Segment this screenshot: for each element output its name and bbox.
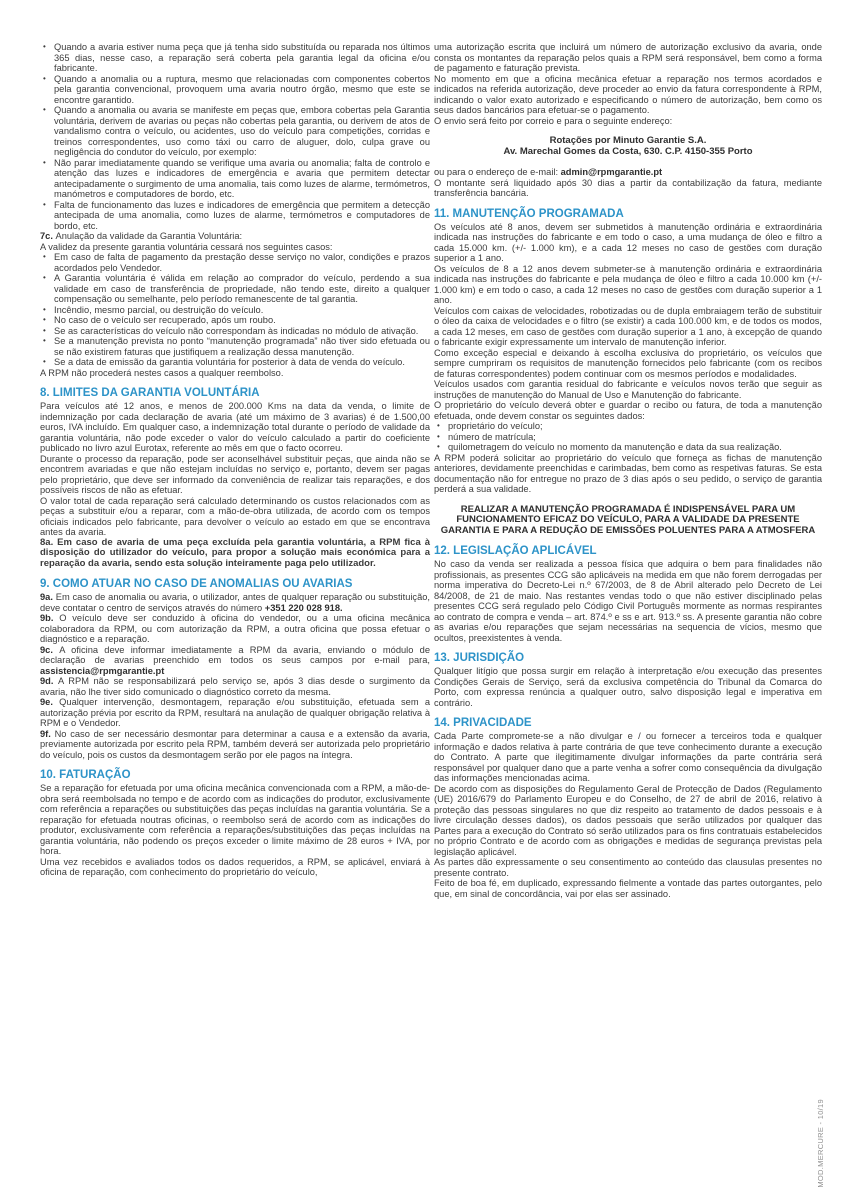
bullet-item — [40, 357, 430, 368]
text-run: Falta de funcionamento das luzes e indicadores de emergência que permitem a detecção antecipada de uma anomalia, como luzes de alarme, termómetros e computadores de bordo, etc. — [54, 199, 430, 231]
right-column — [434, 42, 822, 899]
bullet-item — [40, 42, 430, 74]
text-run: REALIZAR A MANUTENÇÃO PROGRAMADA É INDISPENSÁVEL PARA UM FUNCIONAMENTO EFICAZ DO VEÍCULO, PARA A VALIDADE DA PRESENTE GARANTIA E PARA A REDUÇÃO DE EMISSÕES POLUENTES PARA A ATMOSFERA — [440, 503, 816, 536]
text-run: A validez da presente garantia voluntária cessará nos seguintes casos: — [40, 241, 333, 252]
centered-notice — [434, 505, 822, 537]
paragraph — [434, 400, 822, 421]
text-run: Qualquer intervenção, desmontagem, reparação e/ou substituição, efetuada sem a autorização prévia por escrito da RPM, resultará na anulação de qualquer obrigação relativa à RPM e o Vendedor. — [40, 697, 430, 728]
text-run: No momento em que a oficina mecânica efetuar a reparação nos termos acordados e indicados na referida autorização, deve proceder ao envio da fatura correspondente à RPM, indicando o valor exato autorizado e especificando o número de autorização, bem como os seus dados bancários para efetuar-se o pagamento. — [434, 73, 822, 115]
paragraph — [40, 729, 430, 761]
text-run: proprietário do veículo; — [448, 421, 543, 431]
bullet-item — [40, 273, 430, 305]
text-run: Quando a avaria estiver numa peça que já tenha sido substituída ou reparada nos últimos 365 dias, nesse caso, a reparação será coberta pela garantia legal da oficina e/ou fabricante. — [54, 42, 430, 73]
text-run: número de matrícula; — [448, 431, 536, 442]
paragraph — [434, 306, 822, 348]
paragraph — [40, 368, 430, 379]
text-run: Incêndio, mesmo parcial, ou destruição do veículo. — [54, 304, 264, 315]
text-run: Veículos usados com garantia residual do fabricante e veículos novos terão que seguir as instruções de manutenção do Manual de Uso e Manutenção do fabricante. — [434, 379, 822, 400]
paragraph — [40, 645, 430, 677]
paragraph — [434, 857, 822, 878]
text-run: Se a reparação for efetuada por uma oficina mecânica convencionada com a RPM, a mão-de-obra será reembolsada no tempo e de acordo com as indicações do produtor, exclusivamente com referência a reparações ou substituições das peças incluídas na garantia voluntária. Se a reparação for efetuada noutras oficinas, o reembolso será de acordo com as indicações do produtor, exclusivamente com referência a reparações/substituições das peças incluídas na garantia voluntária, não podendo os preços exceder o limite máximo de 28 euros + IVA, por hora. — [40, 783, 430, 856]
section-heading — [40, 578, 430, 591]
paragraph — [40, 592, 430, 613]
text-run: 11. MANUTENÇÃO PROGRAMADA — [434, 207, 624, 220]
paragraph — [434, 222, 822, 264]
text-run: O valor total de cada reparação será calculado determinando os custos relacionados com as peças a substituir e/ou a reparar, com a mão-de-obra utilizada, de acordo com os tempos oficiais indicados pelo fabricante, para devolver o veículo ao estado em que se encontrava antes da avaria. — [40, 495, 430, 537]
paragraph — [434, 559, 822, 643]
text-run: Em caso de falta de pagamento da prestação desse serviço no valor, condições e prazos acordados pelo Vendedor. — [54, 252, 430, 273]
section-heading — [40, 387, 430, 400]
bullet-item — [40, 315, 430, 326]
paragraph — [434, 348, 822, 380]
text-run: quilometragem do veículo no momento da manutenção e data da sua realização. — [448, 442, 782, 452]
paragraph — [434, 116, 822, 127]
text-run: uma autorização escrita que incluirá um número de autorização exclusivo da avaria, onde consta os montantes da reparação pelos quais a RPM será responsável, bem como a forma de pagamento e faturação prevista. — [434, 42, 822, 73]
bullet-item — [434, 421, 822, 432]
text-run: As partes dão expressamente o seu consentimento ao conteúdo das clausulas presentes no presente contrato. — [434, 857, 822, 878]
left-column — [40, 42, 430, 878]
section-heading — [40, 769, 430, 782]
text-run: No caso da venda ser realizada a pessoa física que adquira o bem para finalidades não profissionais, as presentes CCG são aplicáveis na medida em que não forem derrogadas per norma imperativa do Decreto-Lei n.º 67/2003, de 8 de Abril alterado pelo Decreto de Lei 84/2008, de 21 de maio. Nas restantes vendas todo o que não estiver disciplinado pelas presentes CCG será regulado pelo Código Civil Português mormente as normas respirantes ao contrato de compra e venda – art. 874.º e ss e art. 913.º ss. A presente garantia não cobre as avarias e/ou reparações que sejam necessárias na sequencia de vícios, mesmo que ocultos, preexistentes à venda. — [434, 559, 822, 643]
paragraph — [40, 697, 430, 729]
paragraph — [40, 401, 430, 454]
text-run: Se a manutenção prevista no ponto “manutenção programada” não tiver sido efetuada ou se não existirem faturas que justifiquem a realização dessa manutenção. — [54, 336, 430, 357]
spacer — [434, 157, 822, 167]
bullet-item — [434, 432, 822, 443]
text-run: Durante o processo da reparação, pode ser aconselhável substituir peças, que ainda não se encontrem avariadas e que não estejam incluídas no serviço e, portanto, devem ser pagas pelo proprietário, que deve ser informado da conveniência de realizar tais reparações, e dos possíveis riscos de não as efetuar. — [40, 453, 430, 495]
emphasized-text: +351 220 028 918. — [264, 602, 343, 613]
bullet-item — [40, 305, 430, 316]
bullet-item — [40, 326, 430, 337]
text-run: No caso de ser necessário desmontar para determinar a causa e a extensão da avaria, previamente autorizada por escrito pela RPM, também deverá ser autorizada pelo proprietário do veículo, pois os custos da desmontagem serão por ele pagos na íntegra. — [40, 728, 430, 760]
emphasized-text: 9d. — [40, 676, 59, 686]
paragraph — [40, 231, 430, 242]
text-run: A oficina deve informar imediatamente a RPM da avaria, enviando o módulo de declaração de avarias preenchido em todos os seus campos por e-mail para, — [40, 644, 431, 665]
text-run: Os veículos até 8 anos, devem ser submetidos à manutenção ordinária e extraordinária indicada nas instruções do fabricante e em todo o caso, a uma mudança de óleo e filtro a cada 15.000 km. (+/- 1.000 km), e a cada 12 meses no caso de gestões com duração superior a 1 ano. — [434, 221, 822, 263]
paragraph — [434, 453, 822, 495]
text-run: Se as características do veículo não correspondam às indicadas no módulo de ativação. — [54, 325, 419, 336]
text-run: 8. LIMITES DA GARANTIA VOLUNTÁRIA — [40, 387, 260, 399]
text-run: 9. COMO ATUAR NO CASO DE ANOMALIAS OU AVARIAS — [40, 578, 353, 590]
text-run: Anulação da validade da Garantia Voluntária: — [55, 231, 243, 241]
emphasized-text: 9f. — [40, 728, 55, 739]
section-heading — [434, 717, 822, 730]
paragraph — [40, 242, 430, 253]
text-run: Qualquer litígio que possa surgir em relação à interpretação e/ou execução das presentes Condições Gerais de Serviço, será da exclusiva competência do Tribunal da Comarca do Porto, com expressa renúncia a qualquer outro, salvo disposição legal e imperativa em contrário. — [434, 666, 822, 708]
bullet-item — [40, 200, 430, 232]
emphasized-text: 9e. — [40, 697, 60, 707]
paragraph — [434, 178, 822, 199]
text-run: 13. JURISDIÇÃO — [434, 652, 525, 664]
form-model-reference: MOD.MERCURE - 10/19 — [816, 1099, 825, 1188]
bullet-item — [40, 336, 430, 357]
emphasized-text: 7c. — [40, 231, 56, 241]
text-run: A RPM não procederá nestes casos a qualquer reembolso. — [40, 367, 284, 378]
section-heading — [434, 208, 822, 221]
text-run: Veículos com caixas de velocidades, robotizadas ou de dupla embraiagem terão de substituir o óleo da caixa de velocidades e o filtro (se existir) a cada 100.000 km, e de todos os modos, a cada 12 meses, em caso de gestões com duração superior a 1 ano, à excepção de quando o fabricante exigir expressamente um intervalo de manutenção inferior. — [434, 305, 822, 347]
text-run: O montante será liquidado após 30 dias a partir da contabilização da fatura, mediante transferência bancária. — [434, 177, 822, 198]
paragraph — [40, 676, 430, 697]
text-run: Quando a anomalia ou a ruptura, mesmo que relacionadas com componentes cobertos pela garantia convencional, provoquem uma avaria noutro órgão, mesmo que este se encontre garantido. — [54, 73, 430, 105]
emphasized-text: 9c. — [40, 644, 60, 655]
bullet-item — [40, 105, 430, 158]
text-run: Não parar imediatamente quando se verifique uma avaria ou anomalia; falta de controlo e atenção das luzes e indicadores de emergência e avaria que permitem detectar antecipadamente o surgimento de uma anomalia, tais como luzes de alarme, termómetros, manómetros e computadores de bordo, etc. — [54, 157, 430, 199]
paragraph — [40, 613, 430, 645]
bold-paragraph — [40, 538, 430, 570]
text-run: 8a. Em caso de avaria de uma peça excluída pela garantia voluntária, a RPM fica à disposição do utilizador do veículo, para propor a solução mais económica para a reparação da avaria, sendo esta solução inteiramente paga pelo utilizador. — [40, 536, 430, 569]
paragraph — [434, 42, 822, 74]
section-heading — [434, 652, 822, 665]
text-run: Se a data de emissão da garantia voluntária for posterior à data de venda do veículo. — [54, 357, 405, 367]
paragraph — [434, 264, 822, 306]
paragraph — [40, 454, 430, 496]
section-heading — [434, 545, 822, 558]
text-run: O veículo deve ser conduzido à oficina do vendedor, ou a uma oficina mecânica colaboradora da RPM, ou com autorização da RPM, a outra oficina que possa efetuar o diagnóstico e a reparação. — [40, 613, 430, 644]
text-run: Para veículos até 12 anos, e menos de 200.000 Kms na data da venda, o limite de indemnização por cada declaração de avaria (até um máximo de 3 avarias) é de 1.500,00 euros, IVA incluído. Em qualquer caso, a indemnização total durante o período de validade da garantia voluntária, não pode exceder o valor do veículo calculado a partir do coeficiente publicado no livro azul Eurotax, referente ao mês em que o facto ocorreu. — [40, 401, 430, 453]
paragraph — [434, 784, 822, 858]
text-run: Em caso de anomalia ou avaria, o utilizador, antes de qualquer reparação ou substituição, deve contatar o centro de serviços através do número — [40, 592, 431, 613]
emphasized-text: 9a. — [40, 592, 56, 602]
text-run: Quando a anomalia ou avaria se manifeste em peças que, embora cobertas pela Garantia voluntária, derivem de avarias ou peças não cobertas pela garantia, ou derivem de atos de vandalismo contra o veículo, ou acidentes, uso do veículo para competições, corridas e treinos correspondentes, uso como táxi ou carro de aluguer, dolo, culpa grave ou negligência do condutor do veículo, por exemplo: — [54, 105, 430, 157]
text-run: O envio será feito por correio e para o seguinte endereço: — [434, 115, 673, 126]
bullet-item — [40, 252, 430, 273]
paragraph — [434, 74, 822, 116]
text-run: A RPM não se responsabilizará pelo serviço se, após 3 dias desde o surgimento da avaria, não lhe tiver sido comunicado o diagnóstico correto da mesma. — [40, 676, 431, 697]
text-run: A RPM poderá solicitar ao proprietário do veículo que forneça as fichas de manutenção anteriores, devidamente preenchidas e carimbadas, bem como as respetivas faturas. Se esta documentação não for entregue no prazo de 3 dias após o seu pedido, o serviço de garantia perderá a sua validade. — [434, 452, 822, 494]
bullet-item — [40, 74, 430, 106]
paragraph — [434, 167, 822, 178]
emphasized-text: 9b. — [40, 613, 60, 623]
text-run: Rotações por Minuto Garantie S.A. — [549, 135, 707, 146]
text-run: A Garantia voluntária é válida em relação ao comprador do veículo, perdendo a sua validade em caso de transferência de propriedade, não tendo este, direito a qualquer compensação ou semelhante, pelo período remanescente de tal garantia. — [54, 273, 430, 304]
paragraph — [40, 783, 430, 857]
bullet-item — [434, 442, 822, 453]
text-run: Os veículos de 8 a 12 anos devem submeter-se à manutenção ordinária e extraordinária indicada nas instruções do fabricante e pela mudança de óleo e filtro a cada 10.000 km (+/- 1.000 km) e em todo o caso, a cada 12 meses no caso de gestões com duração superior a 1 ano. — [434, 263, 822, 305]
emphasized-text: admin@rpmgarantie.pt — [560, 167, 663, 177]
text-run: O proprietário do veículo deverá obter e guardar o recibo ou fatura, de toda a manutenção efetuada, onde devem constar os seguintes dados: — [434, 400, 822, 421]
paragraph — [434, 731, 822, 784]
paragraph — [434, 666, 822, 708]
emphasized-text: assistencia@rpmgarantie.pt — [40, 665, 165, 676]
paragraph — [434, 379, 822, 400]
text-run: Feito de boa fé, em duplicado, expressando fielmente a vontade das partes outorgantes, pelo que, em sinal de concordância, vai por elas ser assinado. — [434, 878, 822, 899]
paragraph — [40, 496, 430, 538]
paragraph — [434, 878, 822, 899]
text-run: Como exceção especial e deixando à escolha exclusiva do proprietário, os veículos que sempre cumpriram os requisitos de manutenção fornecidos pelo fabricante (com os recibos de faturas correspondentes) podem continuar com os mesmos períodos e modalidades. — [434, 347, 822, 379]
text-run: Cada Parte compromete-se a não divulgar e / ou fornecer a terceiros toda e qualquer informação e dados relativa à parte contrária de que teve conhecimento durante a execução do Contrato. A parte que ilegitimamente divulgar informações da parte contrária será responsável por qualquer dano que a parte venha a sofrer como consequência da divulgação das informações mencionadas acima. — [434, 731, 822, 783]
text-run: De acordo com as disposições do Regulamento Geral de Protecção de Dados (Regulamento (UE) 2016/679 do Parlamento Europeu e do Conselho, de 27 de abril de 2016, relativo à proteção das pessoas singulares no que diz respeito ao tratamento de dados pessoais e à livre circulação desses dados), os dados pessoais que serão utilizados por qualquer das Partes para a execução do Contrato só serão utilizados para os fins contratuais estabelecidos no próprio Contrato e de acordo com as obrigações e medidas de segurança previstas pela legislação aplicável. — [434, 783, 822, 857]
text-run: 12. LEGISLAÇÃO APLICÁVEL — [434, 545, 597, 557]
text-run: Uma vez recebidos e avaliados todos os dados requeridos, a RPM, se aplicável, enviará à oficina de reparação, com conhecimento do proprietário do veículo, — [40, 856, 430, 877]
text-run: ou para o endereço de e-mail: — [434, 167, 561, 177]
text-run: 10. FATURAÇÃO — [40, 769, 131, 781]
centered-notice — [434, 147, 822, 158]
bullet-item — [40, 158, 430, 200]
text-run: Av. Marechal Gomes da Costa, 630. C.P. 4150-355 Porto — [503, 145, 753, 157]
text-run: 14. PRIVACIDADE — [434, 717, 532, 729]
text-run: No caso de o veículo ser recuperado, após um roubo. — [54, 315, 276, 325]
paragraph — [40, 857, 430, 878]
